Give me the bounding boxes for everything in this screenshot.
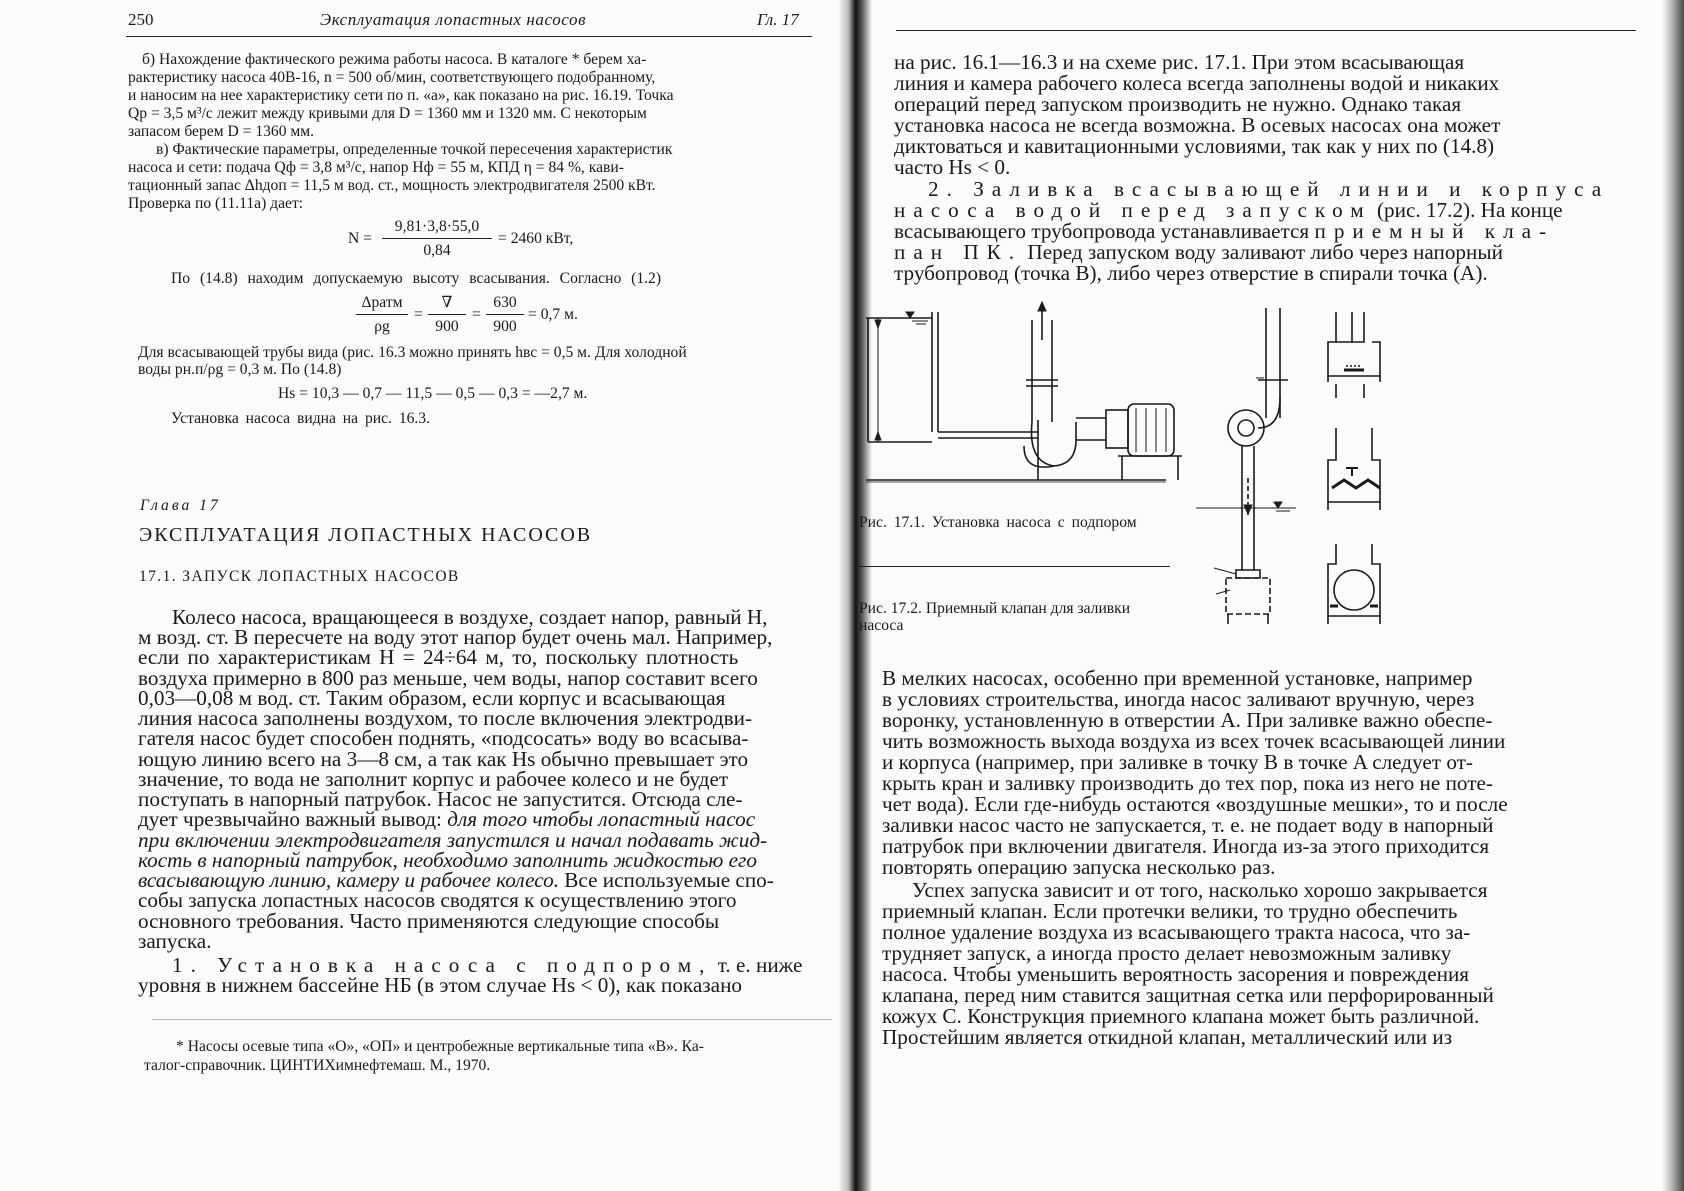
- header-rule: [126, 36, 812, 37]
- text-line: на рис. 16.1—16.3 и на схеме рис. 17.1. При этом всасывающая: [894, 50, 1465, 74]
- text-line: в) Фактические параметры, определенные точкой пересечения характеристик: [156, 141, 673, 158]
- text-line: заливки насос часто не запускается, т. е. не подает воду в напорный: [882, 813, 1494, 837]
- text-line: [138, 809, 755, 829]
- text-line: воды pн.п/ρg = 0,3 м. По (14.8): [138, 361, 342, 378]
- text-line: рактеристику насоса 40В-16, n = 500 об/мин, соответствующего подобранному,: [128, 69, 656, 86]
- text-line: насоса и сети: подача Qф = 3,8 м³/с, напор Hф = 55 м, КПД η = 84 %, кави-: [128, 159, 624, 176]
- page-edge-shadow: [1662, 0, 1684, 1191]
- text-line: чить возможность выхода воздуха из всех точек всасывающей линии: [882, 729, 1506, 753]
- formula-suction-height: Hs = 10,3 — 0,7 — 11,5 — 0,5 — 0,3 = —2,7 м.: [278, 385, 588, 402]
- emphasis-line: при включении электродвигателя запустился и начал подавать жид-: [138, 828, 768, 852]
- figure-17-2-caption: насоса: [859, 617, 904, 634]
- figure-17-2-caption: Рис. 17.2. Приемный клапан для заливки: [859, 600, 1131, 617]
- text-line: и наносим на нее характеристику сети по п. «а», как показано на рис. 16.19. Точка: [128, 87, 674, 104]
- text-line: если по характеристикам H = 24÷64 м, то, поскольку плотность: [138, 645, 739, 669]
- text-line: Успех запуска зависит и от того, насколько хорошо закрывается: [912, 878, 1488, 902]
- text-line: * Насосы осевые типа «О», «ОП» и центробежные вертикальные типа «В». Ка-: [176, 1038, 704, 1055]
- emphasis-text: всасывающую линию, камеру и рабочее колесо.: [138, 868, 559, 892]
- text-line: гателя насос будет способен поднять, «подсосать» воду во всасыва-: [138, 726, 749, 750]
- chapter-label: Глава 17: [140, 497, 221, 514]
- text-line: в условиях строительства, иногда насос заливают вручную, через: [882, 687, 1475, 711]
- caption-rule: [856, 566, 1170, 567]
- text-line: воздуха примерно в 800 раз меньше, чем воды, напор составит всего: [138, 666, 758, 690]
- text-line: линия насоса заполнены воздухом, то после включения электродви-: [138, 706, 753, 730]
- formula-numerator: ∇: [441, 294, 453, 311]
- text-line: ющую линию всего на 3—8 см, а так как Hs обычно превышает это: [138, 747, 749, 771]
- text-line: б) Нахождение фактического режима работы насоса. В каталоге * берем ха-: [142, 51, 647, 68]
- formula-result: = 0,7 м.: [528, 306, 578, 323]
- right-page: [856, 0, 1684, 1191]
- text-line: чет вода). Если где-нибудь остаются «воздушные мешки», то и после: [882, 792, 1508, 816]
- spaced-emphasis: насоса водой перед запуском: [894, 198, 1372, 222]
- text-run: Перед запуском воду заливают либо через напорный: [1022, 240, 1503, 264]
- figure-17-2-foot-valve: [1196, 308, 1496, 648]
- text-line: уровня в нижнем бассейне НБ (в этом случае Hs < 0), как показано: [138, 973, 742, 997]
- spaced-emphasis: пан ПК.: [894, 240, 1023, 264]
- running-title: Эксплуатация лопастных насосов: [320, 10, 587, 29]
- install-line: Установка насоса видна на рис. 16.3.: [171, 410, 431, 427]
- chapter-title: ЭКСПЛУАТАЦИЯ ЛОПАСТНЫХ НАСОСОВ: [139, 524, 593, 546]
- text-line: тационный запас Δhдоп = 11,5 м вод. ст., мощность электродвигателя 2500 кВт.: [128, 177, 656, 194]
- text-line: повторять операцию запуска несколько раз.: [882, 855, 1276, 879]
- text-line: значение, то вода не заполнит корпус и рабочее колесо и не будет: [138, 767, 729, 791]
- formula-pressure: [356, 294, 596, 338]
- text-line: собы запуска лопастных насосов сводятся к осуществлению этого: [138, 888, 737, 912]
- fraction-bar: [486, 314, 524, 315]
- figure-17-1-caption: Рис. 17.1. Установка насоса с подпором: [859, 514, 1137, 531]
- formula-denominator: ρg: [374, 318, 390, 335]
- text-line: патрубок при включении двигателя. Иногда из-за этого приходится: [882, 834, 1490, 858]
- equals-sign: =: [472, 306, 481, 323]
- text-line: клапана, перед ним ставится защитная сетка или перфорированный: [882, 983, 1494, 1007]
- text-line: запасом берем D = 1360 мм.: [128, 123, 315, 140]
- text-run: т. е. ниже: [712, 953, 803, 977]
- text-line: Qр = 3,5 м³/с лежит между кривыми для D = 1360 мм и 1320 мм. С некоторым: [128, 105, 647, 122]
- text-line: установка насоса не всегда возможна. В осевых насосах она может: [894, 113, 1501, 137]
- formula-result: = 2460 кВт,: [498, 230, 574, 247]
- text-line: крыть кран и заливку производить до тех пор, пока из него не поте-: [882, 771, 1493, 795]
- text-line: линия и камера рабочего колеса всегда заполнены водой и никаких: [894, 71, 1500, 95]
- text-run: дует чрезвычайно важный вывод:: [138, 807, 448, 831]
- text-run: всасывающего трубопровода устанавливается: [894, 219, 1315, 243]
- emphasis-text: для того чтобы лопастный насос: [447, 807, 756, 831]
- text-line: Простейшим является откидной клапан, металлический или из: [882, 1025, 1453, 1049]
- spaced-emphasis: 2. Заливка всасывающей линии и корпуса: [928, 177, 1610, 201]
- text-line: Для всасывающей трубы вида (рис. 16.3 можно принять hвс = 0,5 м. Для холодной: [138, 344, 687, 361]
- text-line: м возд. ст. В пересчете на воду этот напор будет очень мал. Например,: [138, 625, 773, 649]
- text-line: [894, 200, 1563, 220]
- page-number: 250: [128, 10, 154, 29]
- text-line: диктоваться и кавитационными условиями, так как у них по (14.8): [894, 134, 1495, 158]
- text-line: и корпуса (например, при заливке в точку B в точке A следует от-: [882, 750, 1473, 774]
- text-run: Все используемые спо-: [559, 868, 774, 892]
- equals-sign: =: [414, 306, 423, 323]
- fraction-bar: [382, 238, 492, 239]
- formula-numerator: Δpатм: [361, 294, 403, 311]
- running-chapter: Гл. 17: [757, 10, 799, 29]
- text-line: Проверка по (11.11а) дает:: [128, 195, 304, 212]
- text-run: (рис. 17.2). На конце: [1371, 198, 1563, 222]
- formula-denominator: 0,84: [423, 242, 451, 259]
- text-line: Колесо насоса, вращающееся в воздухе, создает напор, равный H,: [172, 605, 768, 629]
- text-line: запуска.: [138, 929, 212, 953]
- figure-17-1-pump-installation: [856, 300, 1216, 500]
- spaced-emphasis: приемный кла-: [1314, 219, 1555, 243]
- emphasis-line: кость в напорный патрубок, необходимо заполнить жидкостью его: [138, 848, 757, 872]
- text-line: талог-справочник. ЦИНТИХимнефтемаш. М., 1970.: [144, 1057, 491, 1074]
- header-rule: [896, 30, 1636, 31]
- formula-power: [348, 218, 608, 262]
- text-line: трубопровод (точка B), либо через отверстие в спирали точка (A).: [894, 261, 1488, 285]
- text-line: часто Hs < 0.: [894, 155, 1011, 179]
- formula-denominator: 900: [435, 318, 459, 335]
- text-line: насоса. Чтобы уменьшить вероятность засорения и повреждения: [882, 962, 1470, 986]
- text-line: В мелких насосах, особенно при временной установке, например: [882, 666, 1473, 690]
- text-line: основного требования. Часто применяются следующие способы: [138, 909, 720, 933]
- section-title: 17.1. ЗАПУСК ЛОПАСТНЫХ НАСОСОВ: [139, 568, 460, 585]
- text-line: воронку, установленную в отверстии A. При заливке важно обеспе-: [882, 708, 1493, 732]
- text-line: 0,03—0,08 м вод. ст. Таким образом, если корпус и всасывающая: [138, 686, 726, 710]
- text-line: кожух C. Конструкция приемного клапана может быть различной.: [882, 1004, 1480, 1028]
- text-after-power: По (14.8) находим допускаемую высоту всасывания. Согласно (1.2): [171, 270, 662, 287]
- text-line: приемный клапан. Если протечки велики, то трудно обеспечить: [882, 899, 1458, 923]
- formula-numerator: 9,81·3,8·55,0: [394, 218, 480, 235]
- text-line: операций перед запуском производить не нужно. Однако такая: [894, 92, 1462, 116]
- fraction-bar: [356, 314, 408, 315]
- formula-numerator: 630: [493, 294, 517, 311]
- spaced-emphasis: 1. Установка насоса с подпором,: [172, 953, 713, 977]
- text-line: поступать в напорный патрубок. Насос не запустится. Отсюда сле-: [138, 787, 743, 811]
- text-line: [894, 221, 1554, 241]
- text-line: трудняет запуск, а иногда просто делает невозможным заливку: [882, 941, 1452, 965]
- fraction-bar: [428, 314, 466, 315]
- footnote-rule: [152, 1019, 832, 1020]
- text-line: полное удаление воздуха из всасывающего тракта насоса, что за-: [882, 920, 1471, 944]
- formula-denominator: 900: [493, 318, 517, 335]
- formula-lhs: N =: [348, 230, 372, 247]
- text-line: [894, 242, 1503, 262]
